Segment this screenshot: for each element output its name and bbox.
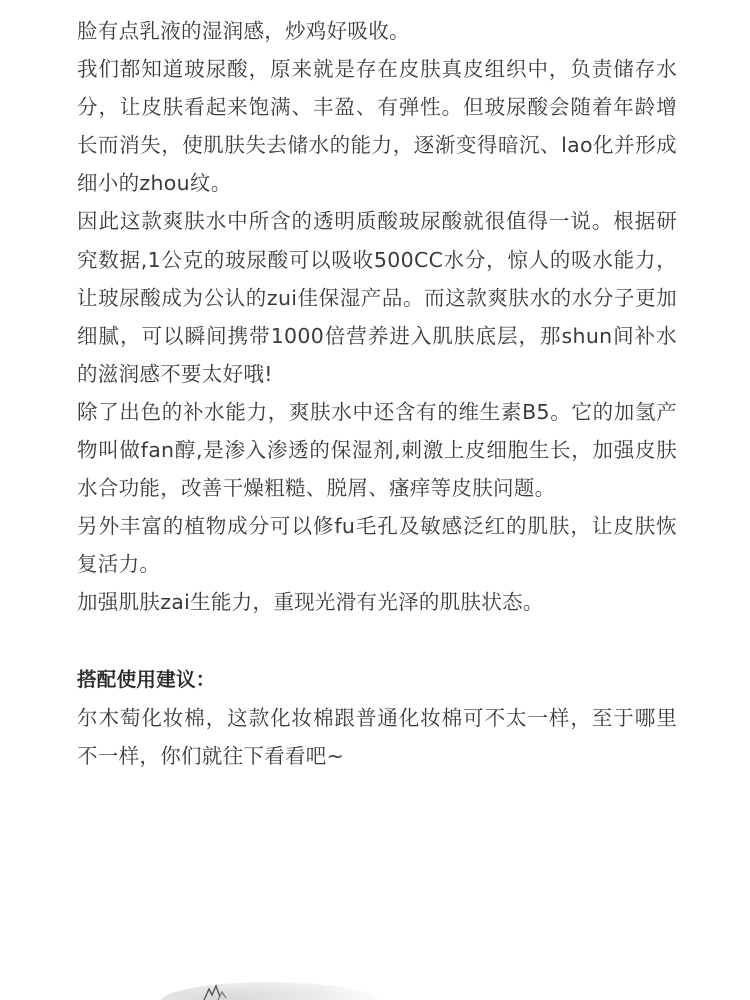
product-image-detail [200, 983, 230, 1000]
usage-suggestion-text: 尔木萄化妆棉，这款化妆棉跟普通化妆棉可不太一样，至于哪里不一样，你们就往下看看吧~ [77, 705, 677, 768]
usage-suggestion-heading: 搭配使用建议： [77, 667, 216, 691]
product-image-top-edge [0, 980, 750, 1000]
paragraph-regeneration: 加强肌肤zai生能力，重现光滑有光泽的肌肤状态。 [77, 590, 544, 615]
product-image-blur [160, 982, 380, 1000]
paragraph-plant-ingredients: 另外丰富的植物成分可以修fu毛孔及敏感泛红的肌肤，让皮肤恢复活力。 [77, 514, 677, 577]
section-spacer [77, 622, 677, 659]
paragraph-absorption: 脸有点乳液的湿润感，炒鸡好吸收。 [77, 19, 410, 43]
paragraph-hyaluronic-acid: 我们都知道玻尿酸，原来就是存在皮肤真皮组织中，负责储存水分，让皮肤看起来饱满、丰盈、有弹性。但玻尿酸会随着年龄增长而消失，使肌肤失去储水的能力，逐渐变得暗沉、lao化并形成细小的zhou纹。 [77, 57, 677, 196]
paragraph-research-data: 因此这款爽肤水中所含的透明质酸玻尿酸就很值得一说。根据研究数据,1公克的玻尿酸可以吸收500CC水分，惊人的吸水能力，让玻尿酸成为公认的zui佳保湿产品。而这款爽肤水的水分子更加细腻，可以瞬间携带1000倍营养进入肌肤底层，那shun间补水的滋润感不要太好哦! [77, 209, 677, 386]
paragraph-vitamin-b5: 除了出色的补水能力，爽肤水中还含有的维生素B5。它的加氢产物叫做fan醇,是渗入渗透的保湿剂,刺激上皮细胞生长，加强皮肤水合功能，改善干燥粗糙、脱屑、瘙痒等皮肤问题。 [77, 399, 677, 501]
article-body [77, 12, 677, 775]
